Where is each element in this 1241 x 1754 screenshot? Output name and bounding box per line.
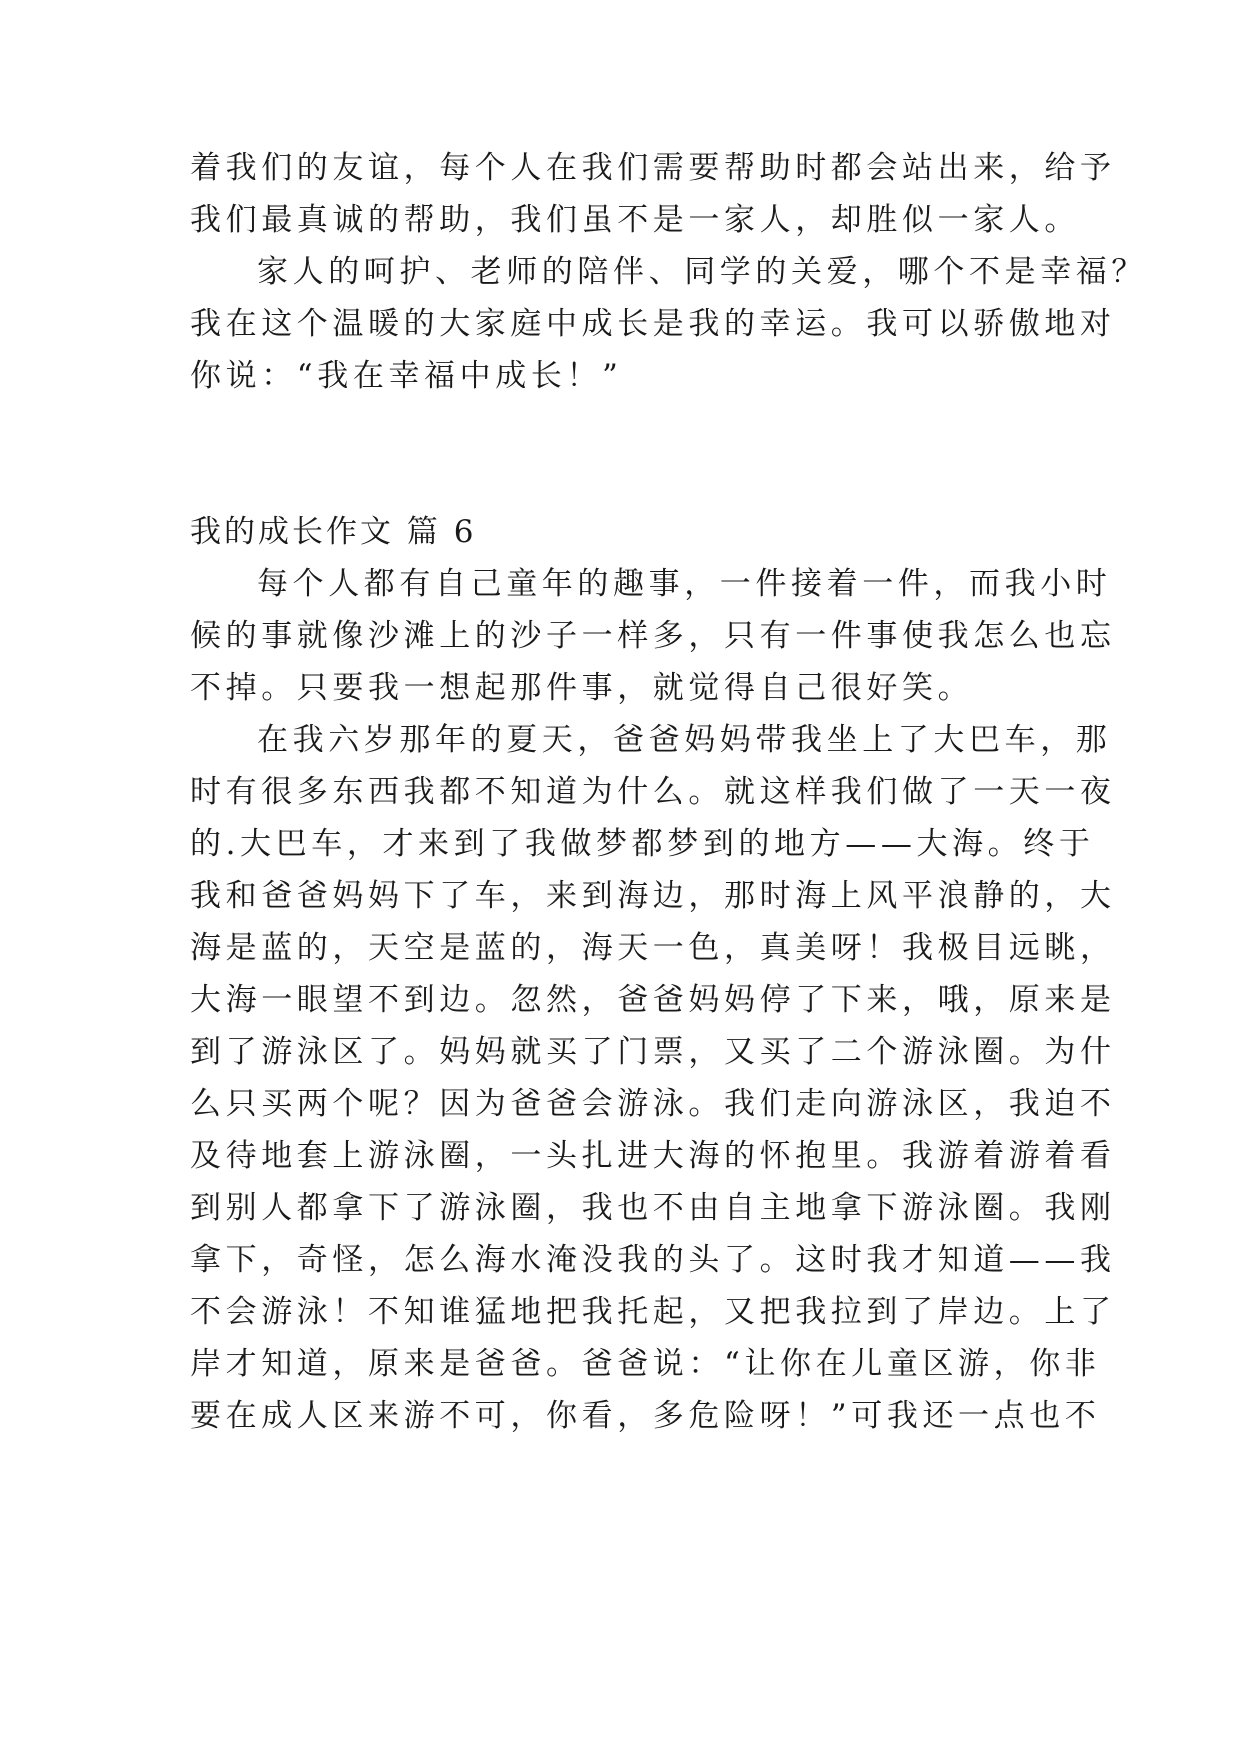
text-line: 到别人都拿下了游泳圈，我也不由自主地拿下游泳圈。我刚 — [190, 1190, 1116, 1226]
text-line: 拿下，奇怪，怎么海水淹没我的头了。这时我才知道——我 — [190, 1242, 1116, 1278]
text-line: 海是蓝的，天空是蓝的，海天一色，真美呀！我极目远眺， — [190, 930, 1116, 966]
section-title: 我的成长作文 篇 6 — [190, 514, 477, 550]
text-line: 的.大巴车，才来到了我做梦都梦到的地方——大海。终于 — [190, 826, 1095, 862]
text-line: 着我们的友谊，每个人在我们需要帮助时都会站出来，给予 — [190, 150, 1116, 186]
text-line: 候的事就像沙滩上的沙子一样多，只有一件事使我怎么也忘 — [190, 618, 1116, 654]
text-line: 要在成人区来游不可，你看，多危险呀！”可我还一点也不 — [190, 1398, 1101, 1434]
text-line: 岸才知道，原来是爸爸。爸爸说：“让你在儿童区游，你非 — [190, 1346, 1101, 1382]
text-line: 每个人都有自己童年的趣事，一件接着一件，而我小时 — [257, 566, 1112, 602]
text-line: 大海一眼望不到边。忽然，爸爸妈妈停了下来，哦，原来是 — [190, 982, 1116, 1018]
text-line: 及待地套上游泳圈，一头扎进大海的怀抱里。我游着游着看 — [190, 1138, 1116, 1174]
text-line: 不掉。只要我一想起那件事，就觉得自己很好笑。 — [190, 670, 974, 706]
text-line: 到了游泳区了。妈妈就买了门票，又买了二个游泳圈。为什 — [190, 1034, 1116, 1070]
text-line: 你说：“我在幸福中成长！” — [190, 358, 623, 394]
text-line: 家人的呵护、老师的陪伴、同学的关爱，哪个不是幸福？ — [257, 254, 1147, 290]
text-line: 我和爸爸妈妈下了车，来到海边，那时海上风平浪静的，大 — [190, 878, 1116, 914]
text-line: 不会游泳！不知谁猛地把我托起，又把我拉到了岸边。上了 — [190, 1294, 1116, 1330]
text-line: 我在这个温暖的大家庭中成长是我的幸运。我可以骄傲地对 — [190, 306, 1116, 342]
text-line: 时有很多东西我都不知道为什么。就这样我们做了一天一夜 — [190, 774, 1116, 810]
text-line: 我们最真诚的帮助，我们虽不是一家人，却胜似一家人。 — [190, 202, 1080, 238]
text-line: 在我六岁那年的夏天，爸爸妈妈带我坐上了大巴车，那 — [257, 722, 1112, 758]
text-line: 么只买两个呢？因为爸爸会游泳。我们走向游泳区，我迫不 — [190, 1086, 1116, 1122]
